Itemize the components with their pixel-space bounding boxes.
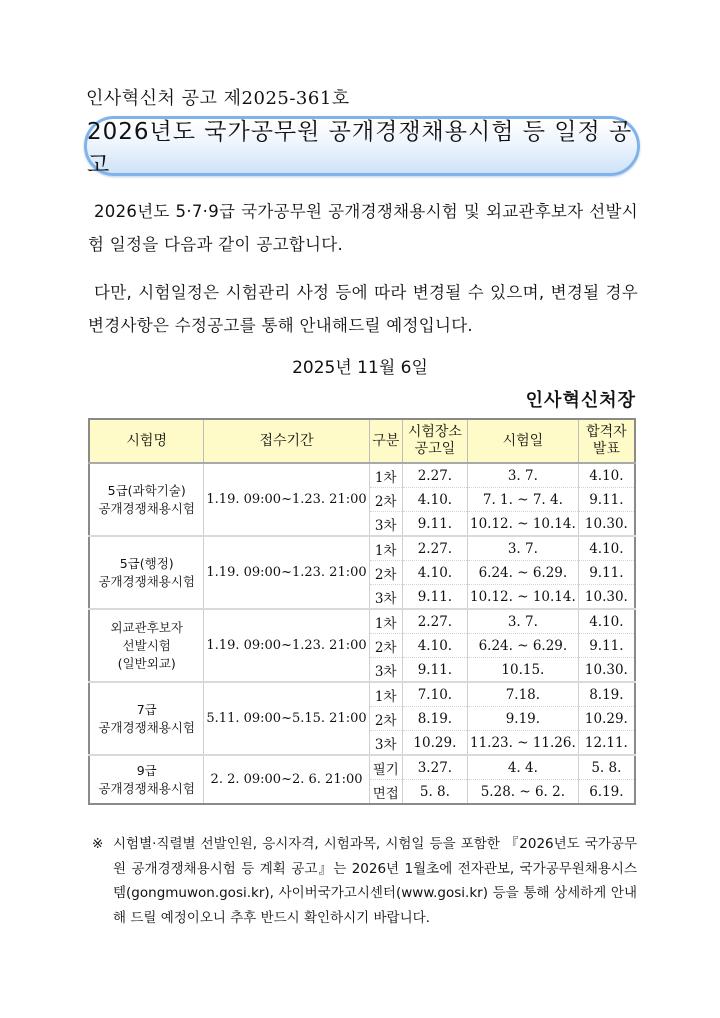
exam-name-line: 외교관후보자 [110, 619, 183, 635]
application-period-cell: 2. 2. 09:00~2. 6. 21:00 [204, 755, 369, 804]
table-row [89, 609, 635, 634]
title-banner [84, 116, 640, 176]
page-title: 2026년도 국가공무원 공개경쟁채용시험 등 일정 공고 [87, 119, 633, 178]
exam-name-line: 공개경쟁채용시험 [98, 719, 195, 735]
result-cell: 4.10. [578, 609, 635, 634]
stage-cell: 2차 [369, 488, 402, 512]
footnote-text: 시험별·직렬별 선발인원, 응시자격, 시험과목, 시험일 등을 포함한 『2026년도 국가공무원 공개경쟁채용시험 등 계획 공고』는 2026년 1월초에 전자관보, 국가공무원채용시스템(gongmuwon.gosi.kr), 사이버국가고시센터(www.gosi.kr) 등을 통해 상세하게 안내해 드릴 예정이오니 추후 반드시 확인하시기 바랍니다. [113, 836, 637, 926]
result-cell: 5. 8. [578, 755, 635, 780]
table-row [89, 682, 635, 707]
signer: 인사혁신처장 [525, 390, 636, 411]
exam-name-cell [89, 609, 204, 682]
result-cell: 10.29. [578, 707, 635, 731]
result-cell: 9.11. [578, 634, 635, 658]
header-venue-notice [402, 419, 467, 463]
exam-name-line: 공개경쟁채용시험 [98, 500, 195, 516]
exam-name-cell [89, 682, 204, 755]
exam-date-cell: 3. 7. [467, 609, 578, 634]
intro-paragraph: 2026년도 5·7·9급 국가공무원 공개경쟁채용시험 및 외교관후보자 선발시험 일정을 다음과 같이 공고합니다. [88, 202, 638, 254]
table-header-row [89, 419, 635, 463]
exam-name-line: 7급 [136, 701, 157, 717]
venue-notice-cell: 10.29. [402, 731, 467, 756]
stage-cell: 2차 [369, 707, 402, 731]
exam-schedule-table [88, 418, 636, 805]
exam-name-line: 공개경쟁채용시험 [98, 573, 195, 589]
result-cell: 4.10. [578, 463, 635, 488]
result-cell: 6.19. [578, 780, 635, 805]
exam-date-cell: 4. 4. [467, 755, 578, 780]
header-exam-date: 시험일 [467, 419, 578, 463]
exam-date-cell: 10.12. ~ 10.14. [467, 512, 578, 537]
stage-cell: 1차 [369, 682, 402, 707]
header-stage: 구분 [369, 419, 402, 463]
stage-cell: 3차 [369, 658, 402, 683]
venue-notice-cell: 9.11. [402, 512, 467, 537]
stage-cell: 2차 [369, 561, 402, 585]
stage-cell: 1차 [369, 536, 402, 561]
result-cell: 12.11. [578, 731, 635, 756]
venue-notice-cell: 8.19. [402, 707, 467, 731]
result-cell: 10.30. [578, 512, 635, 537]
header-exam-name: 시험명 [89, 419, 204, 463]
exam-date-cell: 3. 7. [467, 536, 578, 561]
venue-notice-cell: 4.10. [402, 488, 467, 512]
notice-paragraph: 다만, 시험일정은 시험관리 사정 등에 따라 변경될 수 있으며, 변경될 경우 변경사항은 수정공고를 통해 안내해드릴 예정입니다. [88, 283, 638, 335]
stage-cell: 3차 [369, 512, 402, 537]
announcement-date: 2025년 11월 6일 [292, 358, 428, 378]
exam-date-cell: 6.24. ~ 6.29. [467, 634, 578, 658]
result-cell: 8.19. [578, 682, 635, 707]
venue-notice-cell: 7.10. [402, 682, 467, 707]
exam-date-cell: 7.18. [467, 682, 578, 707]
venue-notice-cell: 2.27. [402, 609, 467, 634]
application-period-cell: 1.19. 09:00~1.23. 21:00 [204, 536, 369, 609]
application-period-cell: 1.19. 09:00~1.23. 21:00 [204, 609, 369, 682]
exam-name-line: 9급 [136, 762, 157, 778]
application-period-cell: 5.11. 09:00~5.15. 21:00 [204, 682, 369, 755]
venue-notice-cell: 3.27. [402, 755, 467, 780]
stage-cell: 1차 [369, 609, 402, 634]
stage-cell: 1차 [369, 463, 402, 488]
exam-name-cell [89, 463, 204, 536]
exam-date-cell: 11.23. ~ 11.26. [467, 731, 578, 756]
venue-notice-cell: 2.27. [402, 536, 467, 561]
exam-date-cell: 10.15. [467, 658, 578, 683]
result-cell: 4.10. [578, 536, 635, 561]
venue-notice-cell: 5. 8. [402, 780, 467, 805]
result-cell: 9.11. [578, 561, 635, 585]
reference-mark-icon: ※ [92, 836, 104, 852]
result-cell: 10.30. [578, 658, 635, 683]
exam-name-line: (일반외교) [117, 655, 176, 671]
exam-name-line: 5급(행정) [119, 555, 174, 571]
exam-name-cell [89, 755, 204, 804]
table-row [89, 755, 635, 780]
venue-notice-cell: 4.10. [402, 634, 467, 658]
exam-date-cell: 7. 1. ~ 7. 4. [467, 488, 578, 512]
table-row [89, 536, 635, 561]
stage-cell: 3차 [369, 731, 402, 756]
header-result-line2: 발표 [592, 441, 620, 457]
venue-notice-cell: 9.11. [402, 585, 467, 610]
stage-cell: 필기 [369, 755, 402, 780]
exam-name-line: 선발시험 [122, 637, 171, 653]
result-cell: 9.11. [578, 488, 635, 512]
header-venue-line2: 공고일 [414, 441, 456, 457]
header-application-period: 접수기간 [204, 419, 369, 463]
header-venue-line1: 시험장소 [407, 424, 462, 440]
result-cell: 10.30. [578, 585, 635, 610]
table-row [89, 463, 635, 488]
application-period-cell: 1.19. 09:00~1.23. 21:00 [204, 463, 369, 536]
header-result-line1: 합격자 [586, 424, 627, 440]
stage-cell: 3차 [369, 585, 402, 610]
exam-date-cell: 3. 7. [467, 463, 578, 488]
venue-notice-cell: 9.11. [402, 658, 467, 683]
stage-cell: 면접 [369, 780, 402, 805]
exam-date-cell: 9.19. [467, 707, 578, 731]
footnote [92, 832, 637, 930]
exam-name-cell [89, 536, 204, 609]
exam-date-cell: 6.24. ~ 6.29. [467, 561, 578, 585]
venue-notice-cell: 2.27. [402, 463, 467, 488]
header-result [578, 419, 635, 463]
exam-name-line: 공개경쟁채용시험 [98, 780, 195, 796]
exam-date-cell: 5.28. ~ 6. 2. [467, 780, 578, 805]
notice-number: 인사혁신처 공고 제2025-361호 [86, 88, 350, 109]
venue-notice-cell: 4.10. [402, 561, 467, 585]
stage-cell: 2차 [369, 634, 402, 658]
exam-date-cell: 10.12. ~ 10.14. [467, 585, 578, 610]
exam-name-line: 5급(과학기술) [107, 482, 186, 498]
